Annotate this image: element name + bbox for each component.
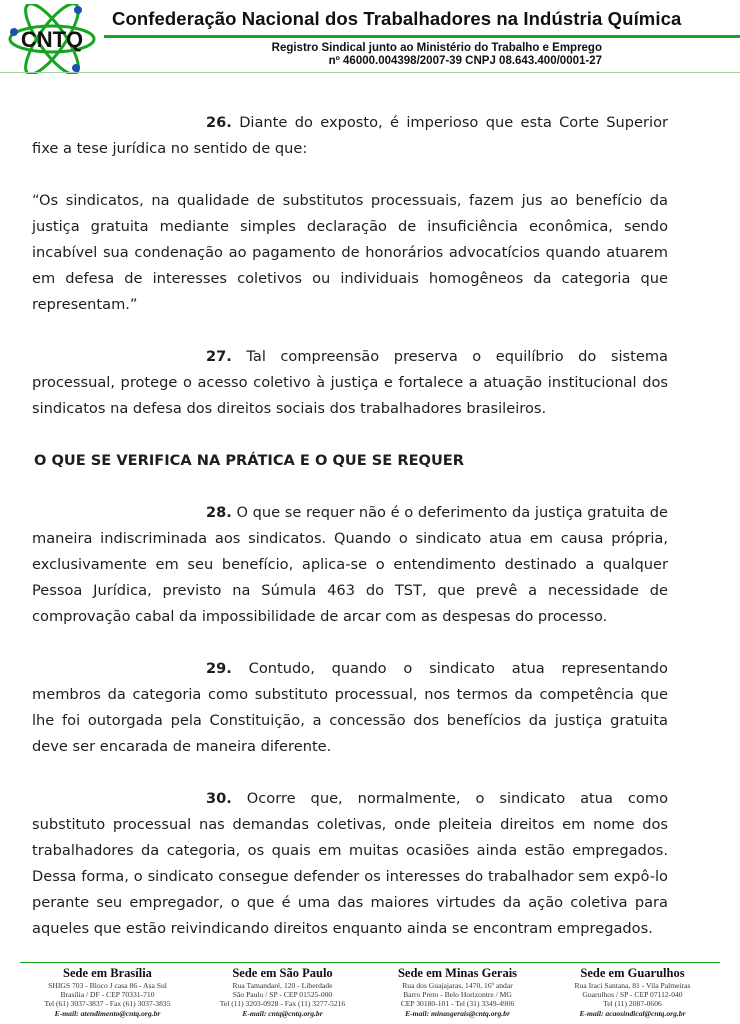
office-city: Brasília / DF - CEP 70331-710 [60, 990, 155, 1000]
paragraph-28 [32, 500, 668, 630]
logo-text: CNTQ [20, 27, 84, 52]
office-phone: Tel (11) 3203-0928 - Fax (11) 3277-5216 [219, 999, 346, 1009]
paragraph-text: Tal compreensão preserva o equilíbrio do sistema processual, protege o acesso coletivo à justiça e fortalece a atuação institucional dos sindicatos na defesa dos direitos sociais dos trabalhadores brasileiros. [32, 348, 668, 417]
letterhead [0, 0, 740, 80]
office-minas-gerais [370, 966, 545, 1024]
paragraph-30 [32, 786, 668, 942]
office-email[interactable]: E-mail: minasgerais@cntq.org.br [405, 1008, 510, 1018]
header-divider [0, 72, 740, 73]
paragraph-number: 30. [206, 790, 232, 807]
office-name: Sede em Brasília [63, 966, 152, 980]
paragraph-number: 26. [206, 114, 232, 131]
office-city: Barro Preto - Belo Horizontre / MG [403, 990, 512, 1000]
office-phone: Tel (61) 3037-3837 - Fax (61) 3037-3835 [44, 999, 171, 1009]
organization-title: Confederação Nacional dos Trabalhadores na Indústria Química [112, 8, 682, 29]
paragraph-number: 28. [206, 504, 232, 521]
office-city: São Paulo / SP - CEP 01525-000 [232, 990, 333, 1000]
office-phone: CEP 30180-101 - Tel (31) 3349-4906 [400, 999, 515, 1009]
office-address: Rua Tamandaré, 120 - Liberdade [232, 981, 333, 990]
office-address: Rua Iraci Santana, 81 - Vila Palmeiras [574, 981, 691, 990]
legal-thesis-quote: “Os sindicatos, na qualidade de substitutos processuais, fazem jus ao benefício da justiça gratuita mediante simples declaração de insuficiência econômica, sendo incabível sua condenação ao pagamento de honorários advocatícios quando atuarem em defesa de interesses coletivos ou individuais homogêneos da categoria que representam.” [32, 192, 668, 313]
office-sao-paulo [195, 966, 370, 1024]
paragraph-26 [32, 110, 668, 162]
office-guarulhos [545, 966, 720, 1024]
paragraph-text: Contudo, quando o sindicato atua representando membros da categoria como substituto processual, nos termos da competência que lhe foi outorgada pela Constituição, a concessão dos benefícios da justiça gratuita deve ser encarada de maneira diferente. [32, 660, 668, 755]
document-body [32, 110, 668, 968]
footer-divider [20, 962, 720, 963]
paragraph-text: O que se requer não é o deferimento da justiça gratuita de maneira indiscriminada aos sindicatos. Quando o sindicato atua em causa própria, exclusivamente em seu benefício, aplica-se o entendimento destinado a qualquer Pessoa Jurídica, previsto na Súmula 463 do TST, que prevê a necessidade de comprovação cabal da impossibilidade de arcar com as despesas do processo. [32, 504, 668, 625]
footer-offices [20, 966, 720, 1024]
office-name: Sede em Guarulhos [580, 966, 685, 980]
section-heading: O QUE SE VERIFICA NA PRÁTICA E O QUE SE REQUER [34, 452, 464, 469]
paragraph-text: Ocorre que, normalmente, o sindicato atua como substituto processual nas demandas coletivas, onde pleiteia direitos em nome dos trabalhadores da categoria, os quais em muitas ocasiões ainda estão empregados. Dessa forma, o sindicato consegue defender os interesses do trabalhador sem expô-lo perante seu empregador, o que é uma das maiores virtudes da ação coletiva para aqueles que estão reivindicando direitos enquanto ainda se encontram empregados. [32, 790, 668, 937]
office-name: Sede em São Paulo [232, 966, 333, 980]
paragraph-27 [32, 344, 668, 422]
office-name: Sede em Minas Gerais [397, 966, 518, 980]
office-brasilia [20, 966, 195, 1024]
paragraph-text: Diante do exposto, é imperioso que esta Corte Superior fixe a tese jurídica no sentido de que: [32, 114, 668, 157]
office-address: Rua dos Guajajaras, 1470, 16º andar [402, 981, 513, 990]
header-green-rule [104, 35, 740, 38]
registration-number-line: nº 46000.004398/2007-39 CNPJ 08.643.400/0001-27 [328, 55, 602, 67]
office-email[interactable]: E-mail: atendimento@cntq.org.br [54, 1008, 161, 1018]
paragraph-number: 27. [206, 348, 232, 365]
paragraph-29 [32, 656, 668, 760]
office-email[interactable]: E-mail: acaosindical@cntq.org.br [579, 1008, 686, 1018]
registration-line: Registro Sindical junto ao Ministério do Trabalho e Emprego [271, 42, 602, 54]
cntq-atom-logo [6, 4, 98, 74]
office-address: SHIGS 703 - Bloco J casa 86 - Asa Sul [48, 981, 167, 990]
paragraph-number: 29. [206, 660, 232, 677]
office-email[interactable]: E-mail: cntq@cntq.org.br [242, 1008, 323, 1018]
office-phone: Tel (11) 2087-0606 [603, 999, 662, 1009]
office-city: Guarulhos / SP - CEP 07112-040 [582, 990, 683, 1000]
